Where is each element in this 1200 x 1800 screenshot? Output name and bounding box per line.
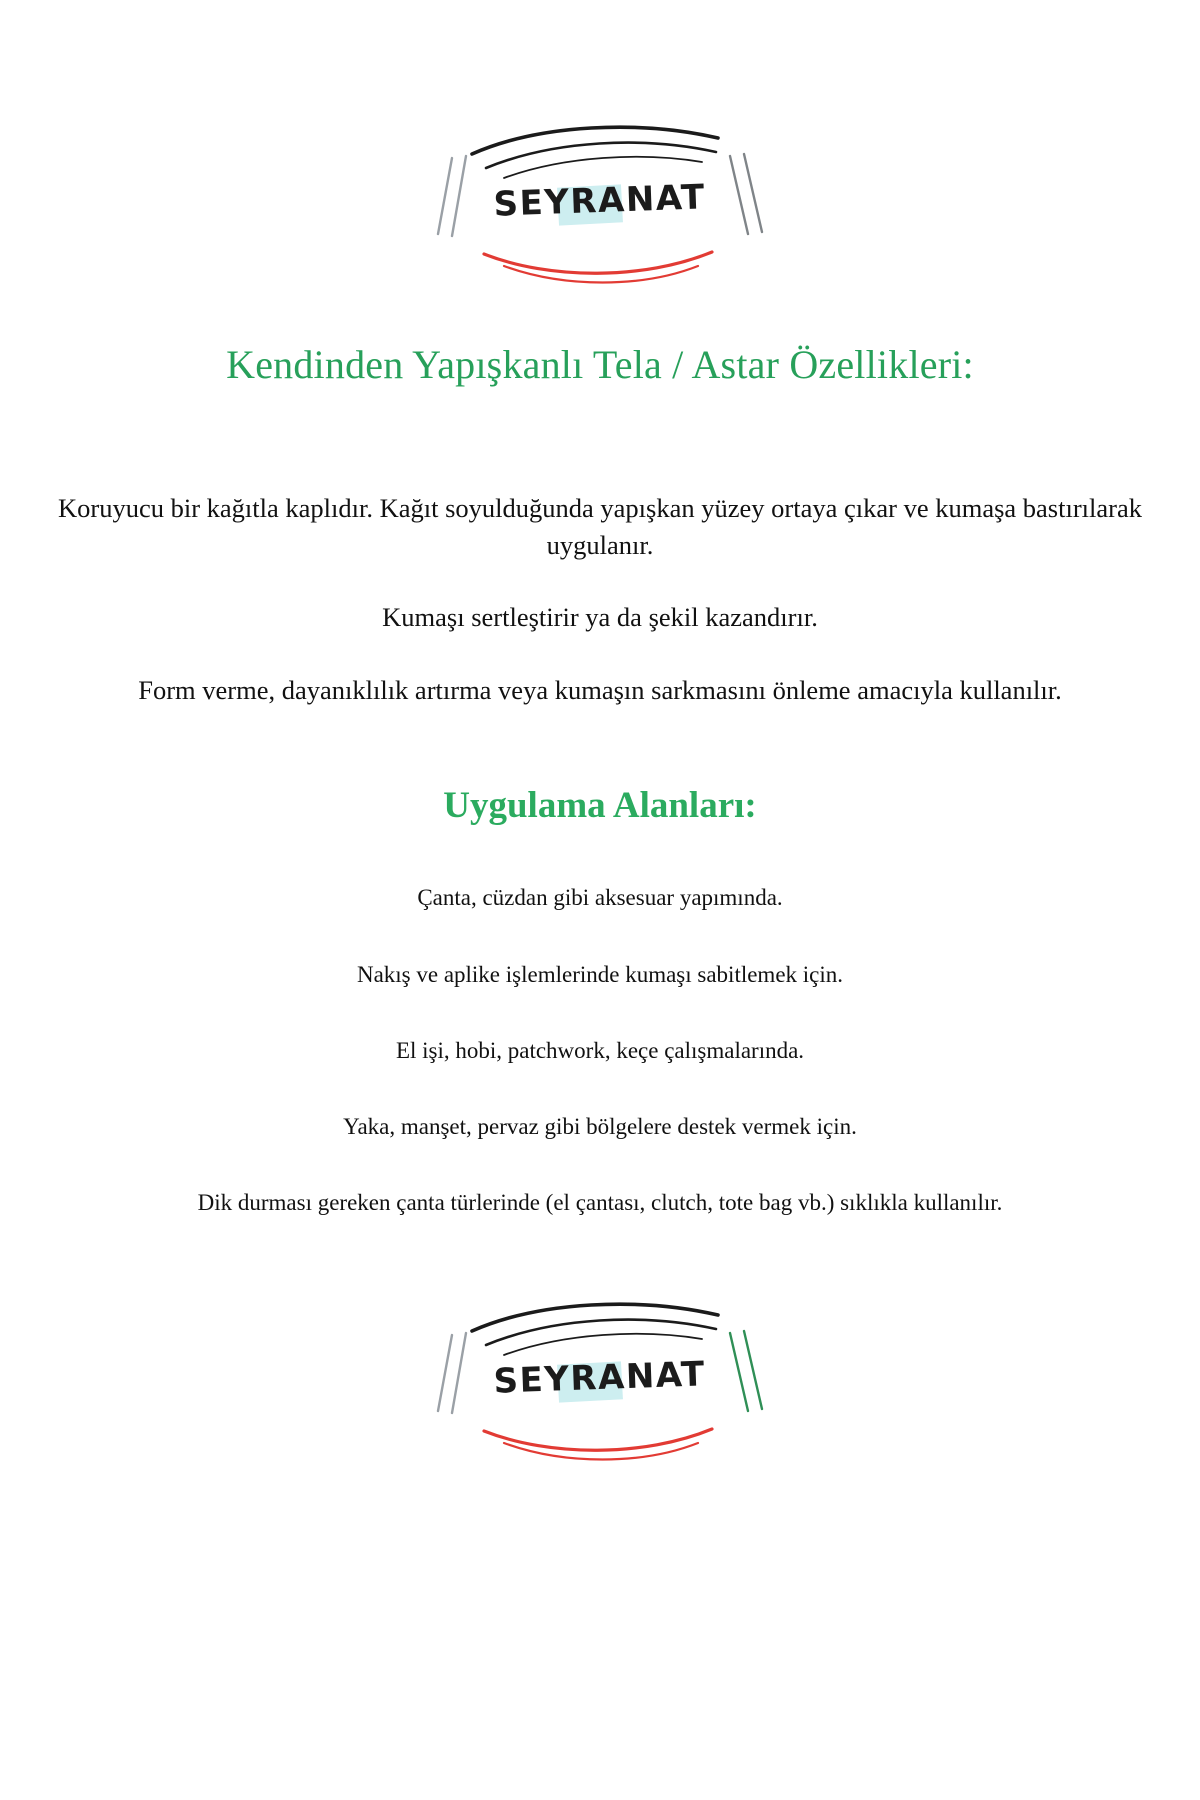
- brand-wordmark-text: SEYRANAT: [492, 1354, 707, 1402]
- seyranat-wordmark-logo-icon: [430, 112, 770, 302]
- feature-paragraph: Koruyucu bir kağıtla kaplıdır. Kağıt soyulduğunda yapışkan yüzey ortaya çıkar ve kumaşa bastırılarak uygulanır.: [58, 493, 1142, 560]
- usage-item: Yaka, manşet, pervaz gibi bölgelere destek vermek için.: [343, 1113, 857, 1139]
- page-title: Kendinden Yapışkanlı Tela / Astar Özellikleri:: [226, 342, 974, 387]
- usage-areas-section: [0, 882, 1200, 1219]
- features-section: [0, 490, 1200, 708]
- usage-item: El işi, hobi, patchwork, keçe çalışmalarında.: [395, 1037, 805, 1063]
- usage-item: Çanta, cüzdan gibi aksesuar yapımında.: [417, 885, 783, 911]
- usage-item: Nakış ve aplike işlemlerinde kumaşı sabitlemek için.: [356, 961, 844, 987]
- feature-paragraph: Kumaşı sertleştirir ya da şekil kazandırır.: [382, 602, 818, 633]
- brand-wordmark-text: SEYRANAT: [492, 177, 707, 225]
- feature-paragraph: Form verme, dayanıklılık artırma veya kumaşın sarkmasını önleme amacıyla kullanılır.: [138, 674, 1062, 705]
- brand-logo-bottom: [430, 1289, 770, 1479]
- usage-item: Dik durması gereken çanta türlerinde (el çantası, clutch, tote bag vb.) sıklıkla kullanılır.: [197, 1190, 1003, 1216]
- brand-logo-top: [430, 0, 770, 302]
- usage-areas-title: Uygulama Alanları:: [443, 785, 757, 827]
- usage-heading-wrapper: [0, 782, 1200, 830]
- seyranat-wordmark-logo-icon: [430, 1289, 770, 1479]
